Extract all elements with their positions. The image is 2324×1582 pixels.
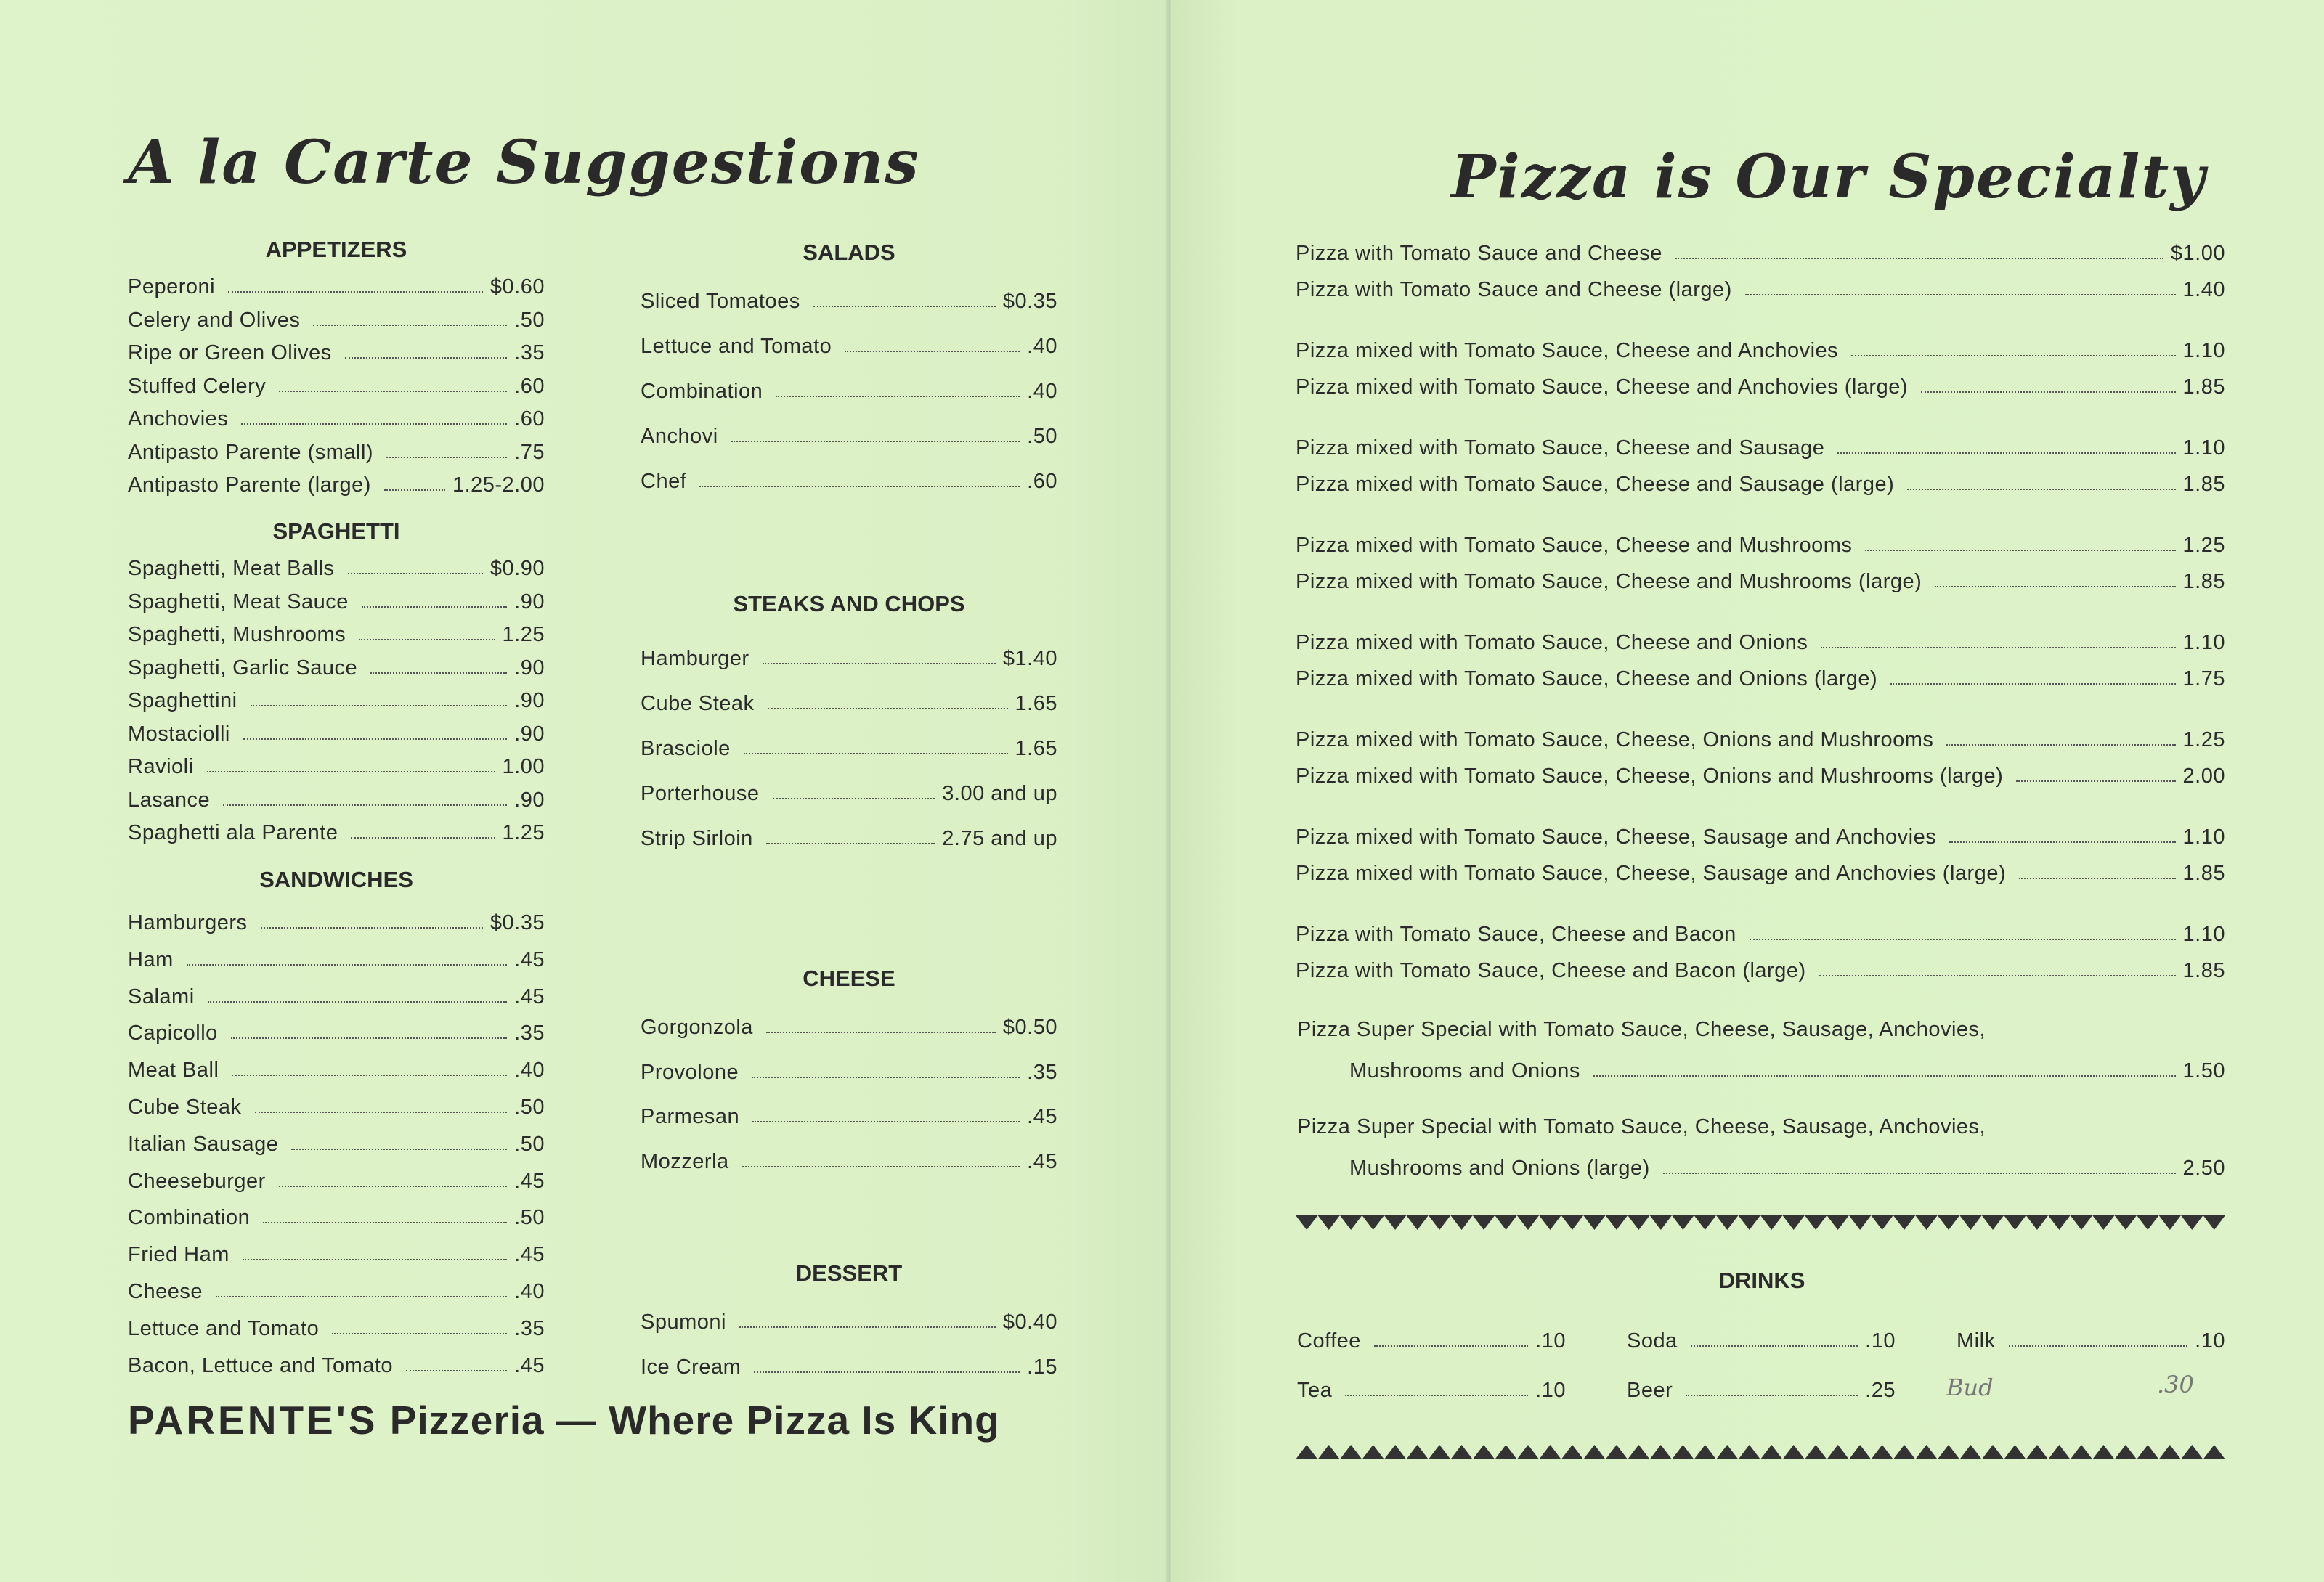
sandwich-item — [128, 1090, 545, 1120]
leader-dots — [2009, 1345, 2188, 1347]
leader-dots — [279, 391, 507, 392]
item-price: .40 — [1027, 335, 1057, 358]
item-name: Sliced Tomatoes — [641, 290, 800, 313]
steak-item — [641, 732, 1057, 761]
item-name: Pizza mixed with Tomato Sauce, Cheese and Sausage (large) — [1296, 473, 1895, 496]
appetizers-heading: APPETIZERS — [265, 237, 407, 262]
appetizer-item — [128, 336, 545, 365]
spaghetti-item — [128, 750, 545, 779]
item-name: Cube Steak — [128, 1096, 242, 1119]
leader-dots — [1851, 355, 2175, 356]
item-price: $1.40 — [1002, 647, 1057, 670]
item-name: Cheeseburger — [128, 1169, 266, 1193]
steak-item — [641, 642, 1057, 671]
leader-dots — [351, 837, 495, 839]
super-special-2 — [1349, 1151, 2225, 1181]
item-name: Anchovi — [641, 425, 718, 448]
leader-dots — [1890, 683, 2175, 685]
slogan-text: Pizzeria — Where Pizza Is King — [389, 1398, 1000, 1443]
pizza-item — [1296, 370, 2225, 399]
item-price: .15 — [1027, 1355, 1057, 1379]
leader-dots — [359, 639, 495, 640]
item-name: Celery and Olives — [128, 308, 301, 332]
sandwich-item — [128, 1312, 545, 1341]
item-price: 1.85 — [2182, 959, 2225, 982]
pizza-item — [1296, 723, 2225, 752]
handwritten-drink-price: .30 — [2157, 1371, 2194, 1398]
item-name: Hamburgers — [128, 911, 248, 934]
leader-dots — [386, 457, 507, 458]
sandwich-item — [128, 906, 545, 935]
leader-dots — [845, 351, 1020, 352]
item-price: 1.10 — [2182, 436, 2225, 460]
pizza-item — [1296, 857, 2225, 886]
leader-dots — [699, 486, 1020, 487]
leader-dots — [1949, 841, 2175, 843]
item-name: Spumoni — [641, 1310, 726, 1334]
steak-item — [641, 687, 1057, 716]
leader-dots — [384, 489, 445, 491]
pizza-item — [1296, 468, 2225, 497]
leader-dots — [731, 441, 1020, 442]
super-special-2-price: 2.50 — [2182, 1157, 2225, 1180]
restaurant-slogan — [128, 1397, 1000, 1443]
pizza-item — [1296, 820, 2225, 849]
item-name: Bacon, Lettuce and Tomato — [128, 1353, 394, 1377]
leader-dots — [251, 705, 508, 706]
steak-item — [641, 822, 1057, 851]
salad-item — [641, 285, 1057, 314]
leader-dots — [754, 1371, 1020, 1373]
item-price: $1.00 — [2170, 242, 2225, 265]
item-price: .90 — [514, 590, 545, 613]
leader-dots — [763, 663, 996, 664]
item-price: .35 — [514, 341, 545, 364]
leader-dots — [1821, 647, 2175, 648]
item-name: Combination — [641, 380, 763, 403]
item-price: .60 — [514, 407, 545, 431]
item-price: .45 — [514, 1243, 545, 1267]
item-name: Pizza mixed with Tomato Sauce, Cheese and Mushrooms (large) — [1296, 570, 1922, 593]
leader-dots — [345, 357, 507, 359]
item-price: 1.10 — [2182, 339, 2225, 362]
item-name: Stuffed Celery — [128, 374, 267, 398]
item-price: .45 — [1027, 1149, 1057, 1173]
sandwich-item — [128, 1201, 545, 1230]
pizza-item — [1296, 626, 2225, 655]
sandwich-item — [128, 1275, 545, 1304]
leader-dots — [776, 396, 1020, 397]
item-name: Ham — [128, 947, 174, 971]
zigzag-border-top — [1296, 1215, 2225, 1231]
item-name: Lettuce and Tomato — [128, 1316, 320, 1340]
item-name: Porterhouse — [641, 782, 760, 805]
leader-dots — [207, 771, 495, 772]
drink-name: Soda — [1627, 1329, 1678, 1353]
item-name: Salami — [128, 984, 195, 1008]
item-name: Cube Steak — [641, 692, 755, 715]
leader-dots — [291, 1149, 507, 1150]
item-price: .75 — [514, 440, 545, 464]
leader-dots — [370, 672, 507, 674]
spaghetti-item — [128, 684, 545, 713]
leader-dots — [1345, 1395, 1528, 1396]
item-name: Pizza mixed with Tomato Sauce, Cheese, Onions and Mushrooms — [1296, 728, 1934, 751]
a-la-carte-title: A la Carte Suggestions — [128, 128, 920, 197]
item-price: .45 — [1027, 1105, 1057, 1128]
leader-dots — [1819, 975, 2176, 976]
leader-dots — [216, 1296, 507, 1297]
drink-name: Beer — [1627, 1379, 1673, 1402]
item-name: Peperoni — [128, 275, 216, 298]
item-name: Gorgonzola — [641, 1016, 753, 1039]
menu-fold — [1166, 0, 1172, 1582]
item-name: Pizza mixed with Tomato Sauce, Cheese and Anchovies — [1296, 339, 1839, 362]
item-name: Pizza mixed with Tomato Sauce, Cheese and Anchovies (large) — [1296, 375, 1909, 399]
spaghetti-item — [128, 717, 545, 746]
item-price: .35 — [1027, 1060, 1057, 1084]
item-name: Spaghetti ala Parente — [128, 821, 338, 844]
drink-price: .25 — [1865, 1379, 1896, 1402]
item-price: 1.85 — [2182, 473, 2225, 496]
leader-dots — [406, 1370, 507, 1371]
leader-dots — [332, 1333, 507, 1334]
leader-dots — [208, 1001, 508, 1003]
item-price: .45 — [514, 1169, 545, 1193]
steaks-heading: STEAKS AND CHOPS — [733, 591, 965, 616]
item-name: Lasance — [128, 788, 211, 812]
item-price: .60 — [514, 374, 545, 398]
item-name: Strip Sirloin — [641, 827, 753, 850]
item-name: Spaghettini — [128, 689, 237, 712]
pizza-item — [1296, 662, 2225, 691]
item-name: Mozzerla — [641, 1149, 729, 1173]
item-price: 1.25-2.00 — [452, 473, 545, 497]
item-name: Meat Ball — [128, 1059, 219, 1082]
item-name: Combination — [128, 1206, 251, 1230]
appetizer-item — [128, 402, 545, 431]
leader-dots — [766, 1032, 996, 1033]
item-name: Pizza mixed with Tomato Sauce, Cheese, Onions and Mushrooms (large) — [1296, 765, 2004, 788]
leader-dots — [1865, 550, 2175, 551]
drink-coffee — [1297, 1324, 1566, 1353]
spaghetti-heading: SPAGHETTI — [272, 518, 400, 544]
super-special-1 — [1349, 1054, 2225, 1083]
item-price: 1.65 — [1015, 737, 1057, 760]
item-name: Fried Ham — [128, 1243, 229, 1267]
pizza-item — [1296, 237, 2225, 266]
item-price: .45 — [514, 947, 545, 971]
item-price: 2.75 and up — [942, 827, 1057, 850]
drink-tea — [1297, 1374, 1566, 1403]
pizza-item — [1296, 273, 2225, 302]
leader-dots — [1935, 586, 2175, 587]
dessert-heading: DESSERT — [795, 1260, 903, 1286]
item-price: 1.10 — [2182, 631, 2225, 654]
leader-dots — [773, 798, 935, 799]
leader-dots — [752, 1121, 1020, 1122]
pizza-item — [1296, 529, 2225, 558]
salad-item — [641, 420, 1057, 449]
item-name: Cheese — [128, 1280, 203, 1303]
spaghetti-item — [128, 816, 545, 845]
item-price: .45 — [514, 984, 545, 1008]
item-name: Capicollo — [128, 1022, 218, 1045]
sandwich-item — [128, 1349, 545, 1378]
leader-dots — [813, 306, 996, 307]
appetizer-item — [128, 436, 545, 465]
item-price: 1.00 — [502, 755, 545, 778]
leader-dots — [1750, 939, 2176, 940]
item-name: Pizza mixed with Tomato Sauce, Cheese, Sausage and Anchovies — [1296, 825, 1937, 849]
item-name: Spaghetti, Meat Sauce — [128, 590, 349, 613]
leader-dots — [362, 606, 507, 608]
leader-dots — [232, 1075, 507, 1076]
item-price: 3.00 and up — [942, 782, 1057, 805]
cheese-item — [641, 1011, 1057, 1040]
item-name: Pizza with Tomato Sauce and Cheese (large) — [1296, 278, 1732, 301]
drink-name: Milk — [1957, 1329, 1996, 1353]
item-price: .35 — [514, 1316, 545, 1340]
item-name: Ripe or Green Olives — [128, 341, 332, 364]
item-price: .90 — [514, 788, 545, 812]
item-price: .90 — [514, 689, 545, 712]
item-price: .40 — [514, 1280, 545, 1303]
brand-name: PARENTE'S — [128, 1398, 378, 1443]
drink-beer — [1627, 1374, 1896, 1403]
item-name: Spaghetti, Meat Balls — [128, 557, 335, 580]
cheese-item — [641, 1100, 1057, 1129]
item-name: Italian Sausage — [128, 1132, 279, 1156]
pizza-item — [1296, 759, 2225, 788]
item-price: $0.35 — [1002, 290, 1057, 313]
spaghetti-item — [128, 783, 545, 812]
item-name: Pizza with Tomato Sauce and Cheese — [1296, 242, 1662, 265]
drink-name: Tea — [1297, 1379, 1333, 1402]
pizza-item — [1296, 565, 2225, 594]
leader-dots — [223, 804, 507, 806]
item-price: .60 — [1027, 470, 1057, 493]
leader-dots — [313, 325, 507, 326]
item-price: .90 — [514, 722, 545, 746]
salad-item — [641, 375, 1057, 404]
leader-dots — [2016, 780, 2175, 782]
super-special-1-line2: Mushrooms and Onions — [1349, 1059, 1580, 1082]
leader-dots — [255, 1112, 508, 1113]
leader-dots — [243, 1259, 507, 1260]
drink-price: .10 — [1865, 1329, 1896, 1353]
sandwiches-heading: SANDWICHES — [259, 867, 413, 892]
leader-dots — [1675, 258, 2163, 259]
item-price: $0.90 — [489, 557, 545, 580]
leader-dots — [231, 1037, 507, 1039]
super-special-1-price: 1.50 — [2182, 1059, 2225, 1082]
sandwich-item — [128, 1165, 545, 1194]
item-price: .50 — [514, 308, 545, 332]
salads-heading: SALADS — [803, 240, 895, 265]
leader-dots — [187, 964, 507, 966]
leader-dots — [744, 753, 1008, 754]
leader-dots — [739, 1326, 996, 1328]
leader-dots — [261, 927, 483, 929]
item-name: Ravioli — [128, 755, 194, 778]
leader-dots — [1374, 1345, 1528, 1347]
drink-price: .10 — [1535, 1379, 1566, 1402]
leader-dots — [766, 843, 935, 844]
drink-price: .10 — [1535, 1329, 1566, 1353]
spaghetti-item — [128, 618, 545, 647]
leader-dots — [243, 738, 507, 740]
drink-price: .10 — [2195, 1329, 2225, 1353]
item-price: .40 — [1027, 380, 1057, 403]
leader-dots — [1946, 744, 2175, 746]
sandwich-item — [128, 1128, 545, 1157]
drinks-heading: DRINKS — [1718, 1268, 1805, 1293]
item-name: Pizza mixed with Tomato Sauce, Cheese, Sausage and Anchovies (large) — [1296, 862, 2007, 885]
salad-item — [641, 465, 1057, 494]
leader-dots — [228, 291, 483, 293]
item-price: $0.60 — [489, 275, 545, 298]
pizza-item — [1296, 918, 2225, 947]
sandwich-item — [128, 1238, 545, 1267]
leader-dots — [279, 1186, 507, 1187]
item-price: .50 — [514, 1206, 545, 1230]
item-price: 1.40 — [2182, 278, 2225, 301]
item-name: Provolone — [641, 1060, 739, 1084]
zigzag-border-bottom — [1296, 1443, 2225, 1459]
steak-item — [641, 777, 1057, 806]
leader-dots — [1593, 1075, 2176, 1077]
spaghetti-item — [128, 585, 545, 614]
item-name: Ice Cream — [641, 1355, 742, 1379]
item-name: Pizza with Tomato Sauce, Cheese and Bacon — [1296, 923, 1736, 946]
item-name: Spaghetti, Mushrooms — [128, 623, 346, 646]
leader-dots — [768, 708, 1008, 709]
item-price: 1.75 — [2182, 667, 2225, 690]
item-name: Spaghetti, Garlic Sauce — [128, 656, 358, 680]
item-name: Hamburger — [641, 647, 749, 670]
item-name: Pizza mixed with Tomato Sauce, Cheese and Onions — [1296, 631, 1808, 654]
item-name: Antipasto Parente (small) — [128, 440, 374, 464]
spaghetti-item — [128, 552, 545, 581]
item-price: 1.25 — [2182, 728, 2225, 751]
pizza-item — [1296, 334, 2225, 363]
item-name: Brasciole — [641, 737, 731, 760]
item-name: Antipasto Parente (large) — [128, 473, 371, 497]
leader-dots — [1907, 489, 2175, 490]
leader-dots — [263, 1222, 507, 1223]
item-price: 1.10 — [2182, 825, 2225, 849]
salad-item — [641, 330, 1057, 359]
pizza-item — [1296, 954, 2225, 983]
leader-dots — [752, 1077, 1020, 1078]
leader-dots — [1686, 1395, 1858, 1396]
pizza-item — [1296, 431, 2225, 460]
item-price: 1.25 — [2182, 534, 2225, 557]
appetizer-item — [128, 468, 545, 497]
leader-dots — [241, 423, 507, 425]
item-price: .50 — [514, 1096, 545, 1119]
sandwich-item — [128, 1053, 545, 1082]
cheese-item — [641, 1056, 1057, 1085]
item-price: .35 — [514, 1022, 545, 1045]
item-name: Mostaciolli — [128, 722, 230, 746]
super-special-2-line2: Mushrooms and Onions (large) — [1349, 1157, 1650, 1180]
cheese-heading: CHEESE — [803, 966, 895, 991]
item-name: Pizza mixed with Tomato Sauce, Cheese and Onions (large) — [1296, 667, 1878, 690]
item-price: 2.00 — [2182, 765, 2225, 788]
spaghetti-item — [128, 651, 545, 680]
item-price: $0.50 — [1002, 1016, 1057, 1039]
pizza-specialty-title: Pizza is Our Specialty — [1451, 142, 2206, 212]
leader-dots — [742, 1166, 1020, 1167]
item-price: 1.85 — [2182, 570, 2225, 593]
item-name: Anchovies — [128, 407, 229, 431]
appetizer-item — [128, 303, 545, 333]
item-price: .40 — [514, 1059, 545, 1082]
item-name: Pizza with Tomato Sauce, Cheese and Bacon (large) — [1296, 959, 1806, 982]
item-price: 1.25 — [502, 821, 545, 844]
sandwich-item — [128, 980, 545, 1009]
item-price: .90 — [514, 656, 545, 680]
leader-dots — [348, 573, 483, 574]
item-name: Chef — [641, 470, 687, 493]
item-price: .45 — [514, 1353, 545, 1377]
cheese-item — [641, 1145, 1057, 1174]
item-price: .50 — [514, 1132, 545, 1156]
leader-dots — [2019, 878, 2175, 879]
item-price: 1.10 — [2182, 923, 2225, 946]
item-price: 1.85 — [2182, 862, 2225, 885]
item-price: 1.65 — [1015, 692, 1057, 715]
item-name: Pizza mixed with Tomato Sauce, Cheese and Mushrooms — [1296, 534, 1853, 557]
sandwich-item — [128, 1016, 545, 1045]
item-name: Lettuce and Tomato — [641, 335, 832, 358]
leader-dots — [1691, 1345, 1858, 1347]
item-price: $0.35 — [489, 911, 545, 934]
item-price: 1.25 — [502, 623, 545, 646]
dessert-item — [641, 1350, 1057, 1379]
item-name: Pizza mixed with Tomato Sauce, Cheese and Sausage — [1296, 436, 1825, 460]
drink-milk — [1957, 1324, 2225, 1353]
item-price: 1.85 — [2182, 375, 2225, 399]
super-special-2-line1: Pizza Super Special with Tomato Sauce, Cheese, Sausage, Anchovies, — [1297, 1115, 1986, 1138]
leader-dots — [1663, 1173, 2176, 1174]
drink-name: Coffee — [1297, 1329, 1361, 1353]
leader-dots — [1745, 294, 2176, 295]
handwritten-drink-name: Bud — [1946, 1374, 1994, 1401]
dessert-item — [641, 1305, 1057, 1334]
leader-dots — [1921, 391, 2176, 393]
item-price: $0.40 — [1002, 1310, 1057, 1334]
item-price: .50 — [1027, 425, 1057, 448]
appetizer-item — [128, 370, 545, 399]
leader-dots — [1837, 452, 2175, 454]
sandwich-item — [128, 943, 545, 972]
appetizer-item — [128, 270, 545, 299]
drink-soda — [1627, 1324, 1896, 1353]
item-name: Parmesan — [641, 1105, 740, 1128]
super-special-1-line1: Pizza Super Special with Tomato Sauce, Cheese, Sausage, Anchovies, — [1297, 1018, 1986, 1041]
